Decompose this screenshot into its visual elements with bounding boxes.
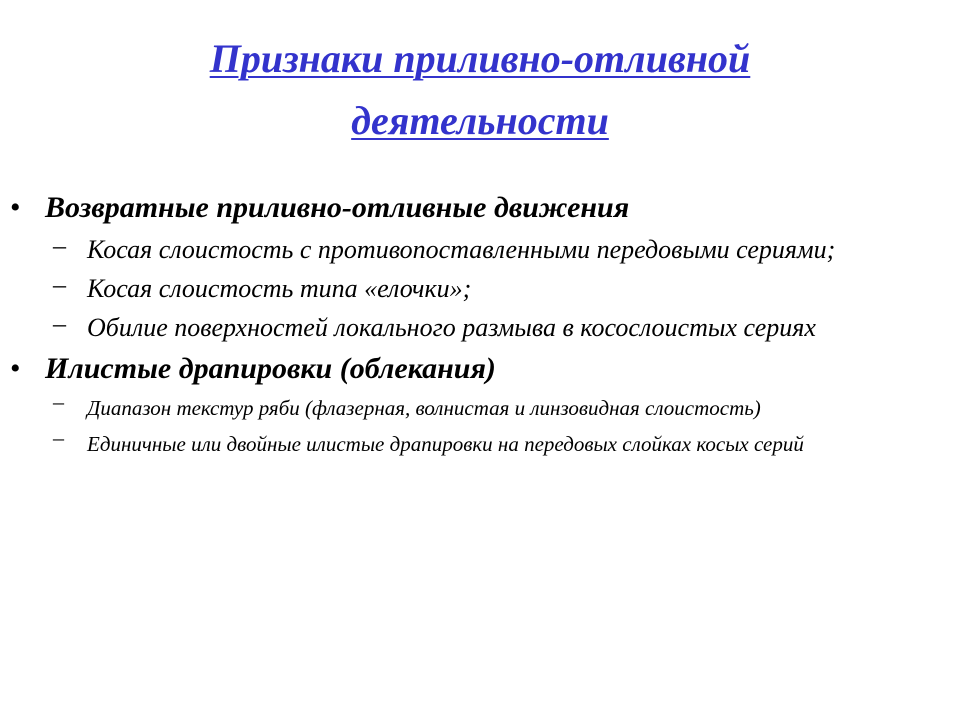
sub-item	[10, 311, 950, 344]
sub-item-text: Обилие поверхностей локального размыва в косослоистых сериях	[87, 313, 816, 342]
slide-title-line-1: Признаки приливно-отливной	[209, 36, 751, 81]
sub-item	[10, 272, 950, 305]
bullet-icon: •	[10, 352, 21, 385]
dash-icon: –	[53, 270, 66, 299]
bullet-icon: •	[10, 191, 21, 224]
sub-item-text: Косая слоистость с противопоставленными передовыми сериями;	[87, 235, 836, 264]
bullet-text: Илистые драпировки (облекания)	[45, 352, 496, 385]
sub-item	[10, 233, 950, 266]
sub-item	[10, 389, 950, 423]
dash-icon: –	[53, 309, 66, 338]
dash-icon: –	[53, 231, 66, 260]
bullet-item-mud-drapes	[10, 349, 950, 389]
dash-icon: –	[53, 425, 64, 450]
slide-title	[0, 28, 960, 152]
slide-content	[10, 188, 950, 459]
sub-item	[10, 425, 950, 459]
sub-item-text: Косая слоистость типа «елочки»;	[87, 274, 472, 303]
bullet-text: Возвратные приливно-отливные движения	[45, 191, 630, 224]
bullet-item-returning-movements	[10, 188, 950, 228]
sub-item-text: Диапазон текстур ряби (флазерная, волнистая и линзовидная слоистость)	[87, 396, 761, 420]
slide-title-line-2: деятельности	[351, 98, 609, 143]
sub-item-text: Единичные или двойные илистые драпировки на передовых слойках косых серий	[87, 432, 804, 456]
dash-icon: –	[53, 389, 64, 414]
